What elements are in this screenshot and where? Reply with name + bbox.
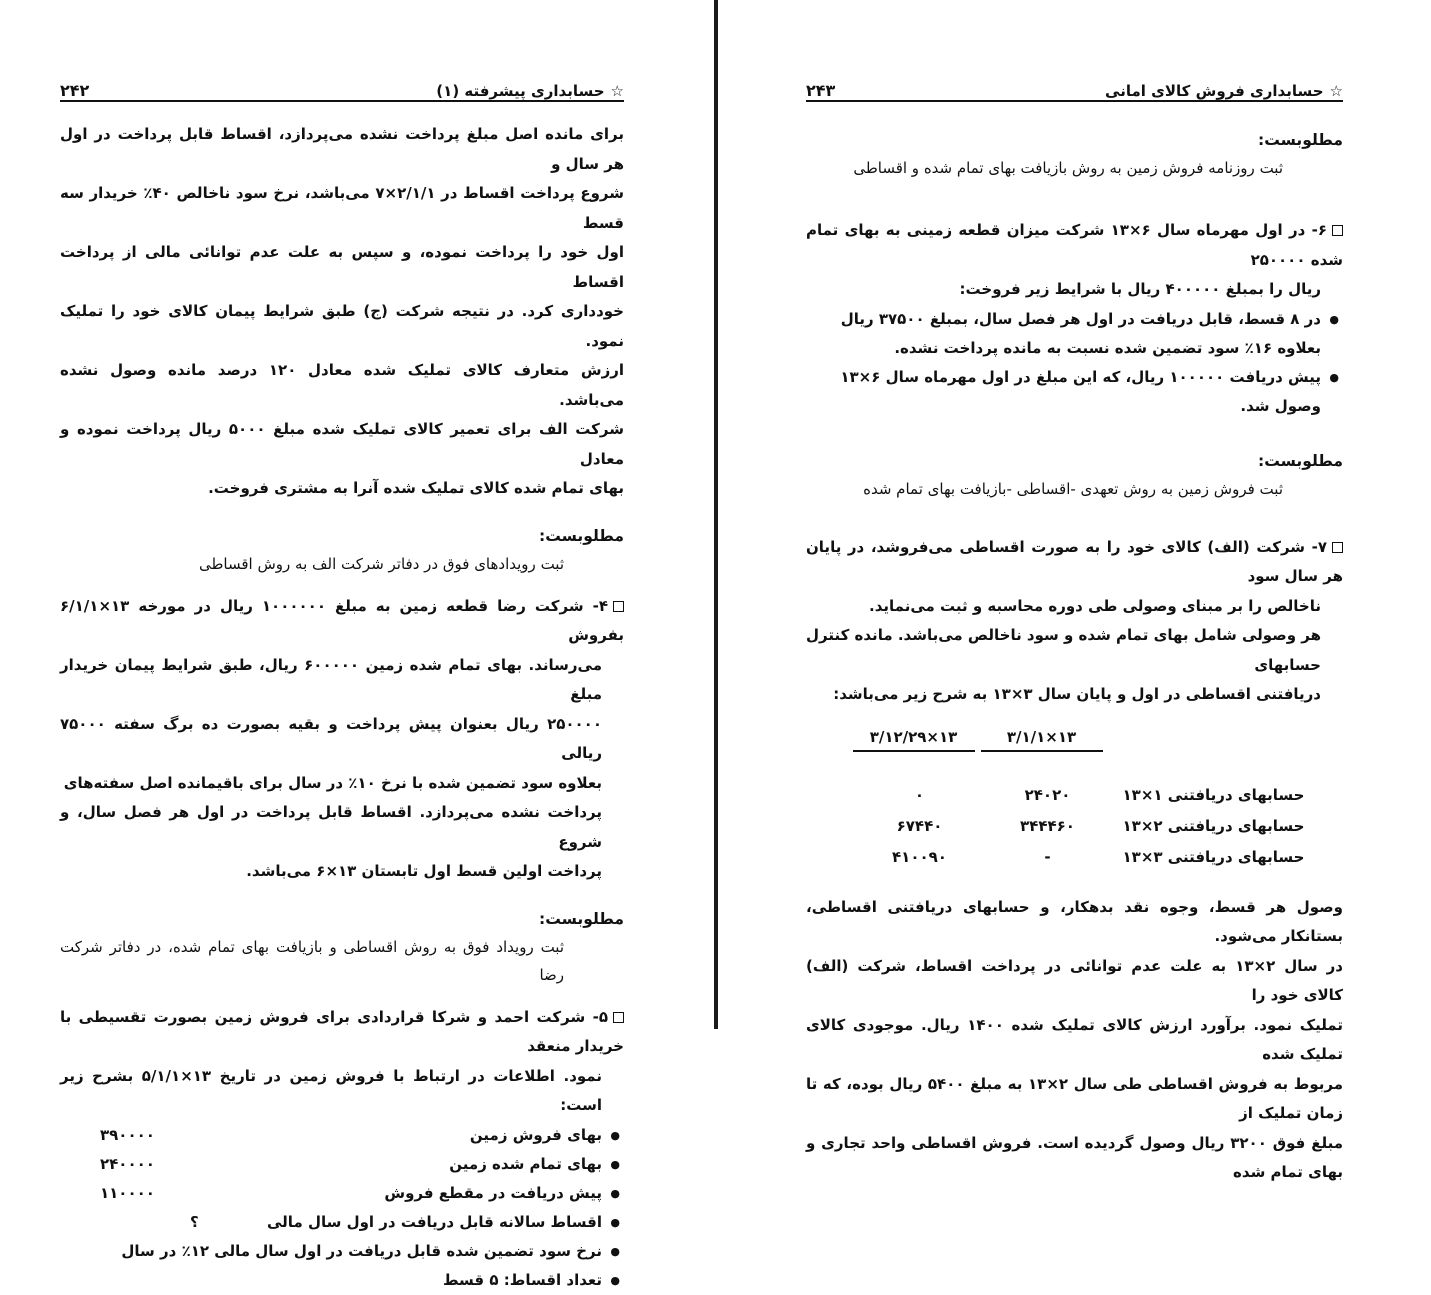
term-amount: ۲۴۰۰۰۰ [100, 1154, 155, 1173]
schedule-cell: ۳۴۴۴۶۰ [1020, 816, 1075, 835]
term-item [60, 1179, 624, 1208]
right-header-star-icon: ☆ [1329, 82, 1343, 100]
term-item [60, 1150, 624, 1179]
problem-5 [60, 1003, 624, 1295]
schedule-row-label: حسابهای دریافتنی ۱×۱۳ [1122, 785, 1305, 804]
bullet-item: ● در ۸ قسط، قابل دریافت در اول هر فصل سال، بمبلغ ۳۷۵۰۰ ریال بعلاوه ۱۶٪ سود تضمین شده نسبت به مانده پرداخت نشده. [806, 305, 1343, 363]
problem-7-number: ۷- [1305, 537, 1327, 556]
checkbox-square-icon [613, 1012, 624, 1023]
problem-4-line-1: می‌رساند. بهای تمام شده زمین ۶۰۰۰۰۰ ریال، طبق شرایط پیمان خریدار مبلغ [60, 655, 602, 703]
schedule-row-label: حسابهای دریافتنی ۲×۱۳ [1122, 816, 1305, 835]
requirement-text-1: ثبت فروش زمین به روش تعهدی -اقساطی -بازیافت بهای تمام شده [863, 479, 1283, 498]
left-running-header [60, 74, 624, 102]
problem-4 [60, 592, 624, 887]
problem-4-line-3: بعلاوه سود تضمین شده با نرخ ۱۰٪ در سال برای باقیمانده اصل سفته‌های [63, 773, 602, 792]
term-label: ● پیش دریافت در مقطع فروش [384, 1183, 602, 1202]
right-header-title: حسابداری فروش کالای امانی [1105, 82, 1324, 100]
problem-5-line-1: نمود. اطلاعات در ارتباط با فروش زمین در تاریخ ۱۳×۵/۱/۱ بشرح زیر است: [60, 1066, 602, 1114]
problem-6-line-0: در اول مهرماه سال ۶×۱۳ شرکت میزان قطعه زمینی به بهای تمام شده ۲۵۰۰۰۰ [806, 221, 1343, 269]
schedule-col1-header: ۱۳×۳/۱/۱ [981, 728, 1103, 752]
term-label: ● اقساط سالانه قابل دریافت در اول سال مالی [267, 1212, 602, 1231]
requirement-heading-1: مطلوبست: [539, 526, 624, 545]
left-content [0, 120, 712, 1295]
problem-7-para3-line-2: تملیک نمود. برآورد ارزش کالای تملیک شده ۱۴۰۰ ریال. موجودی کالای تملیک شده [806, 1015, 1344, 1063]
term-item [60, 1266, 624, 1295]
intro-line-6: بهای تمام شده کالای تملیک شده آنرا به مشتری فروخت. [208, 479, 624, 497]
problem-7-para3-line-0: وصول هر قسط، وجوه نقد بدهکار، و حسابهای دریافتنی اقساطی، بستانکار می‌شود. [806, 897, 1343, 945]
term-item [60, 1208, 624, 1237]
term-amount: ۱۱۰۰۰۰ [100, 1183, 155, 1202]
term-item [60, 1237, 624, 1266]
schedule-row [845, 842, 1305, 873]
term-label: ● تعداد اقساط: ۵ قسط [442, 1270, 602, 1289]
requirement-heading-0: مطلوبست: [1258, 131, 1343, 149]
schedule-cell: ۴۱۰۰۹۰ [892, 847, 947, 866]
problem-7-para2-line-1: دریافتنی اقساطی در اول و پایان سال ۳×۱۳ به شرح زیر می‌باشد: [833, 685, 1321, 703]
term-label: ● بهای فروش زمین [469, 1125, 602, 1144]
right-running-header [806, 74, 1343, 102]
schedule-cell: ۰ [914, 785, 925, 804]
right-content [720, 126, 1431, 1188]
requirement-text-2: ثبت رویداد فوق به روش اقساطی و بازیافت بهای تمام شده، در دفاتر شرکت رضا [60, 937, 564, 984]
schedule-cell: ۲۴۰۲۰ [1024, 785, 1071, 804]
checkbox-square-icon [613, 601, 624, 612]
term-amount: ؟ [190, 1212, 199, 1231]
schedule-cell: - [1044, 847, 1051, 866]
requirement-heading-1: مطلوبست: [1258, 451, 1343, 470]
problem-4-line-4: پرداخت نشده می‌پردازد. اقساط قابل پرداخت در اول هر فصل سال، و شروع [60, 803, 602, 851]
left-page-number: ۲۴۲ [60, 81, 90, 100]
left-page [0, 0, 712, 1289]
left-header-star-icon: ☆ [610, 82, 624, 100]
term-label: ● نرخ سود تضمین شده قابل دریافت در اول سال مالی ۱۲٪ در سال [121, 1241, 602, 1260]
requirement-heading-2: مطلوبست: [539, 909, 624, 928]
receivables-schedule [845, 728, 1305, 873]
intro-line-1: شروع پرداخت اقساط در ۲/۱/۱×۷ می‌باشد، نرخ سود ناخالص ۴۰٪ خریدار سه قسط [60, 184, 624, 232]
problem-7-line-0: شرکت (الف) کالای خود را به صورت اقساطی می‌فروشد، در پایان هر سال سود [806, 537, 1343, 585]
left-header-title: حسابداری پیشرفته (۱) [436, 82, 605, 100]
intro-line-3: خودداری کرد. در نتیجه شرکت (ج) طبق شرایط پیمان کالای خود را تملیک نمود. [60, 302, 624, 350]
problem-6-number: ۶- [1305, 221, 1327, 239]
problem-6-bullets [806, 305, 1343, 421]
problem-7-para3-line-4: مبلغ فوق ۳۲۰۰ ریال وصول گردیده است. فروش اقساطی واحد تجاری و بهای تمام شده [806, 1133, 1343, 1181]
schedule-row [845, 811, 1305, 842]
schedule-col2-header: ۱۳×۳/۱۲/۲۹ [853, 728, 975, 752]
schedule-header-spacer [1109, 728, 1305, 752]
right-header-title-group [1105, 82, 1343, 100]
term-label: ● بهای تمام شده زمین [449, 1154, 602, 1173]
problem-6-line-1: ریال را بمبلغ ۴۰۰۰۰۰ ریال با شرایط زیر فروخت: [959, 280, 1321, 298]
problem-7-para3-line-1: در سال ۲×۱۳ به علت عدم توانائی در پرداخت اقساط، شرکت (الف) کالای خود را [806, 956, 1343, 1004]
problem-5-terms [60, 1121, 624, 1295]
problem-7-para2-line-0: هر وصولی شامل بهای تمام شده و سود ناخالص می‌باشد. مانده کنترل حسابهای [806, 626, 1321, 674]
problem-6 [806, 216, 1343, 421]
intro-line-0: برای مانده اصل مبلغ پرداخت نشده می‌پردازد، اقساط قابل پرداخت در اول هر سال و [60, 125, 624, 173]
schedule-row [845, 780, 1305, 811]
requirement-text-1: ثبت رویدادهای فوق در دفاتر شرکت الف به روش اقساطی [198, 554, 564, 573]
problem-7-line-1: ناخالص را بر مبنای وصولی طی دوره محاسبه و ثبت می‌نماید. [869, 596, 1321, 615]
checkbox-square-icon [1332, 225, 1343, 236]
problem-5-line-0: شرکت احمد و شرکا قراردادی برای فروش زمین بصورت تقسیطی با خریدار منعقد [60, 1007, 624, 1055]
bullet-item: ● پیش دریافت ۱۰۰۰۰۰ ریال، که این مبلغ در اول مهرماه سال ۶×۱۳ وصول شد. [806, 363, 1343, 421]
schedule-row-label: حسابهای دریافتنی ۳×۱۳ [1122, 847, 1305, 866]
intro-line-5: شرکت الف برای تعمیر کالای تملیک شده مبلغ ۵۰۰۰ ریال پرداخت نموده و معادل [60, 420, 624, 468]
problem-7-para3-line-3: مربوط به فروش اقساطی طی سال ۲×۱۳ به مبلغ ۵۴۰۰ ریال بوده، که تا زمان تملیک از [806, 1074, 1343, 1122]
schedule-header [845, 728, 1305, 752]
intro-line-4: ارزش متعارف کالای تملیک شده معادل ۱۲۰ درصد مانده وصول نشده می‌باشد. [60, 361, 625, 409]
book-spine [714, 0, 718, 1029]
checkbox-square-icon [1332, 542, 1343, 553]
right-page [720, 0, 1431, 1181]
schedule-cell: ۶۷۴۴۰ [896, 816, 943, 835]
term-amount: ۳۹۰۰۰۰ [100, 1125, 155, 1144]
problem-4-line-2: ۲۵۰۰۰۰ ریال بعنوان پیش پرداخت و بقیه بصورت ده برگ سفته ۷۵۰۰۰ ریالی [60, 714, 602, 762]
problem-4-line-5: پرداخت اولین قسط اول تابستان ۱۳×۶ می‌باشد. [246, 862, 602, 880]
right-page-number: ۲۴۳ [806, 81, 836, 100]
problem-5-number: ۵- [585, 1007, 608, 1026]
problem-4-line-0: شرکت رضا قطعه زمین به مبلغ ۱۰۰۰۰۰۰ ریال در مورخه ۱۳×۶/۱/۱ بفروش [60, 596, 624, 644]
term-item [60, 1121, 624, 1150]
requirement-text-0: ثبت روزنامه فروش زمین به روش بازیافت بهای تمام شده و اقساطی [853, 159, 1283, 177]
left-header-title-group [436, 82, 624, 100]
intro-line-2: اول خود را پرداخت نموده، و سپس به علت عدم توانائی مالی از پرداخت اقساط [60, 243, 624, 291]
problem-4-number: ۴- [583, 596, 608, 615]
problem-7 [806, 533, 1343, 1188]
